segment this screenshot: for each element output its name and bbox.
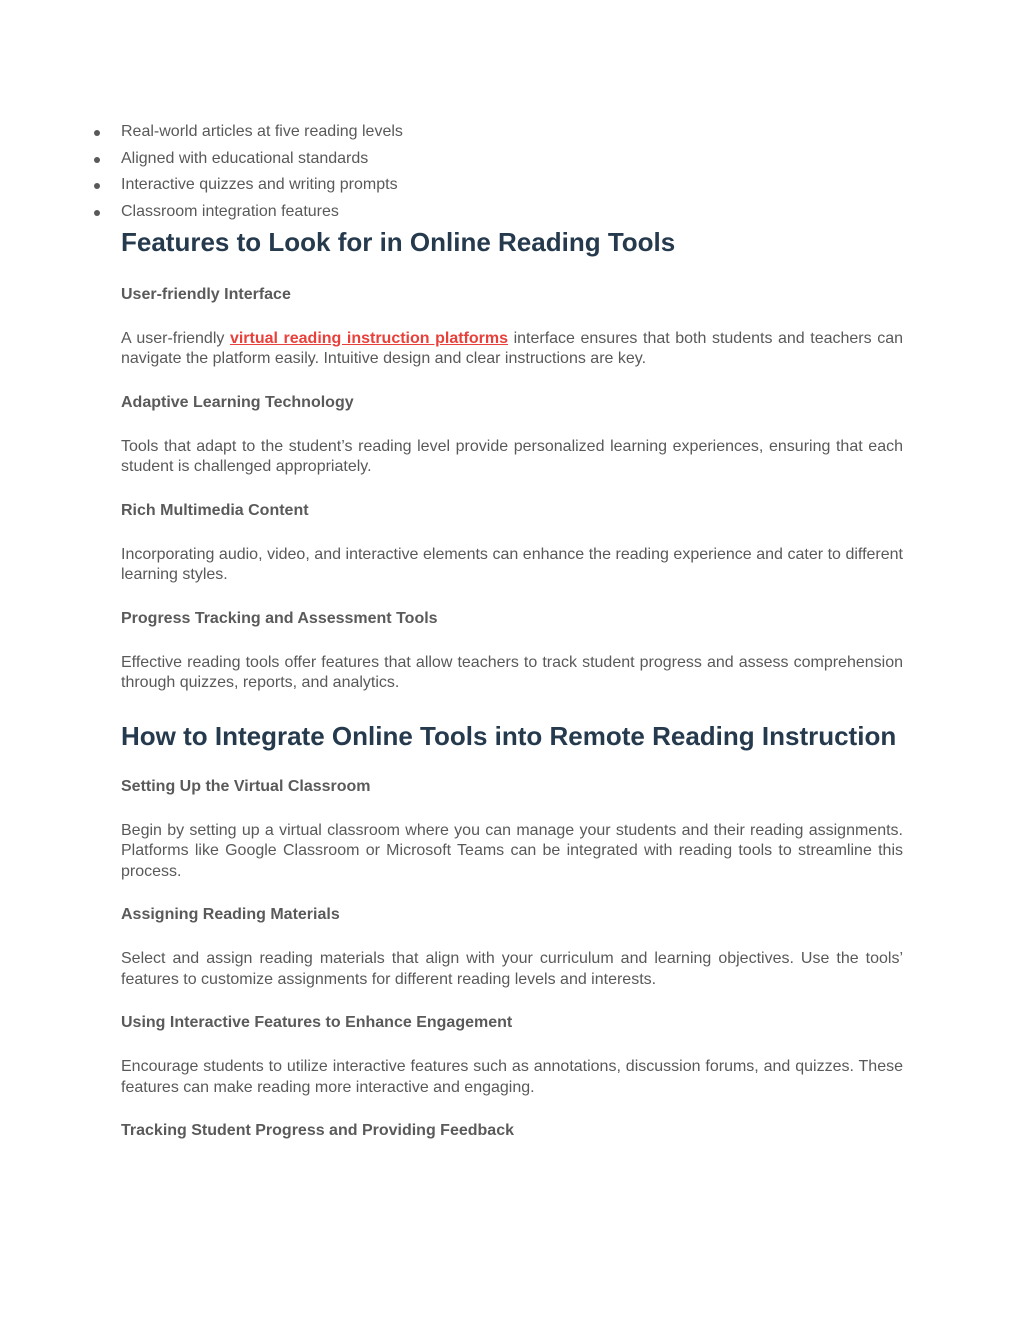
virtual-reading-platforms-link[interactable]: virtual reading instruction platforms (229, 329, 509, 347)
bullet-dot-icon (94, 183, 100, 189)
section-title-features: Features to Look for in Online Reading Tools (121, 226, 676, 257)
document-page (121, 119, 903, 1141)
bullet-item (91, 119, 873, 146)
subheading-tracking-feedback: Tracking Student Progress and Providing Feedback (121, 1122, 514, 1140)
subheading-user-friendly-interface: User-friendly Interface (121, 285, 291, 303)
bullet-item (91, 146, 873, 173)
subheading-interactive-features: Using Interactive Features to Enhance Engagement (121, 1014, 513, 1032)
paragraph-adaptive-learning: Tools that adapt to the student’s reading level provide personalized learning experiences, ensuring that each student is challenged appropriately. (121, 437, 903, 476)
subheading-progress-tracking: Progress Tracking and Assessment Tools (121, 609, 438, 627)
bullet-dot-icon (94, 157, 100, 163)
bullet-text: Real-world articles at five reading levels (121, 123, 403, 140)
subheading-rich-multimedia: Rich Multimedia Content (121, 501, 309, 519)
bullet-item (91, 199, 873, 226)
paragraph-virtual-classroom: Begin by setting up a virtual classroom where you can manage your students and their reading assignments. Platforms like Google Classroom or Microsoft Teams can be integrated with reading tools to streamline this process. (121, 821, 903, 880)
paragraph-text: interface ensures that both students and teachers can navigate the platform easily. Intuitive design and clear instructions are key. (121, 329, 903, 368)
paragraph-text: A user-friendly (121, 329, 230, 347)
subheading-adaptive-learning: Adaptive Learning Technology (121, 393, 354, 411)
section-title-integrate: How to Integrate Online Tools into Remote Reading Instruction (121, 720, 897, 751)
bullet-dot-icon (94, 130, 100, 136)
subheading-virtual-classroom: Setting Up the Virtual Classroom (121, 777, 371, 795)
bullet-dot-icon (94, 210, 100, 216)
paragraph-progress-tracking: Effective reading tools offer features that allow teachers to track student progress and assess comprehension through quizzes, reports, and analytics. (121, 653, 903, 692)
bullet-text: Classroom integration features (121, 203, 339, 221)
paragraph-interactive-features: Encourage students to utilize interactive features such as annotations, discussion forums, and quizzes. These features can make reading more interactive and engaging. (121, 1058, 903, 1096)
bullet-text: Aligned with educational standards (121, 149, 369, 167)
bullet-item (91, 172, 873, 199)
paragraph-user-friendly-interface (121, 329, 903, 370)
subheading-assigning-materials: Assigning Reading Materials (121, 906, 340, 924)
feature-bullet-list (91, 119, 873, 226)
paragraph-rich-multimedia: Incorporating audio, video, and interactive elements can enhance the reading experience and cater to different learning styles. (121, 545, 903, 584)
bullet-text: Interactive quizzes and writing prompts (121, 176, 398, 194)
paragraph-assigning-materials: Select and assign reading materials that align with your curriculum and learning objectives. Use the tools’ features to customize assignments for different reading levels and interests. (121, 950, 903, 988)
